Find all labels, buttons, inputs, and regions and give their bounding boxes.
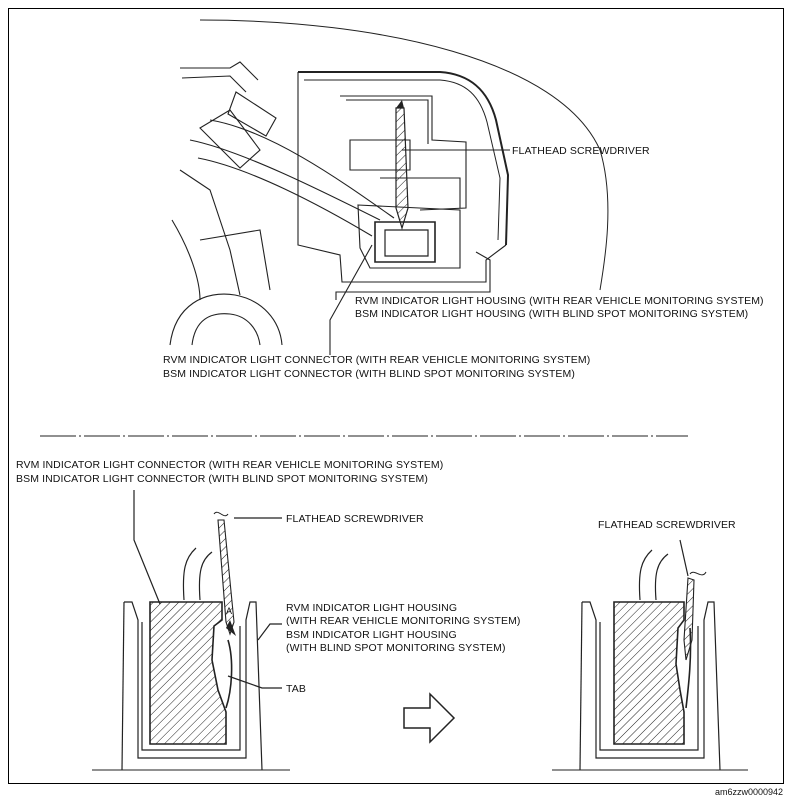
detail-left-connector-label-bsm: BSM INDICATOR LIGHT CONNECTOR (WITH BLIND SPOT MONITORING SYSTEM) [16, 473, 428, 485]
transition-arrow-icon [404, 694, 454, 742]
top-housing-label-bsm: BSM INDICATOR LIGHT HOUSING (WITH BLIND SPOT MONITORING SYSTEM) [355, 308, 749, 320]
detail-left-screwdriver-label: FLATHEAD SCREWDRIVER [286, 513, 424, 525]
detail-left-tab [226, 640, 232, 708]
detail-left-housing-label-rvm-2: (WITH REAR VEHICLE MONITORING SYSTEM) [286, 615, 521, 627]
detail-right-screwdriver-label: FLATHEAD SCREWDRIVER [598, 519, 736, 531]
figure-code: am6zzw0000942 [714, 787, 783, 797]
detail-right-screwdriver [684, 572, 706, 660]
top-connector-label-bsm: BSM INDICATOR LIGHT CONNECTOR (WITH BLIND SPOT MONITORING SYSTEM) [163, 368, 575, 380]
top-screwdriver-label: FLATHEAD SCREWDRIVER [512, 145, 650, 157]
detail-right-connector [614, 602, 684, 744]
top-flathead-screwdriver [396, 100, 408, 228]
top-connector-label-rvm: RVM INDICATOR LIGHT CONNECTOR (WITH REAR VEHICLE MONITORING SYSTEM) [163, 354, 591, 366]
detail-left-tab-label: TAB [286, 683, 306, 695]
arrow-mark-a: A [226, 606, 233, 616]
detail-left-connector-label-rvm: RVM INDICATOR LIGHT CONNECTOR (WITH REAR VEHICLE MONITORING SYSTEM) [16, 459, 444, 471]
detail-left-housing-label-rvm-1: RVM INDICATOR LIGHT HOUSING [286, 602, 458, 614]
detail-left-housing-label-bsm-1: BSM INDICATOR LIGHT HOUSING [286, 629, 457, 641]
detail-left-housing-label-bsm-2: (WITH BLIND SPOT MONITORING SYSTEM) [286, 642, 506, 654]
detail-left-connector [150, 602, 226, 744]
top-housing-label-rvm: RVM INDICATOR LIGHT HOUSING (WITH REAR VEHICLE MONITORING SYSTEM) [355, 295, 764, 307]
